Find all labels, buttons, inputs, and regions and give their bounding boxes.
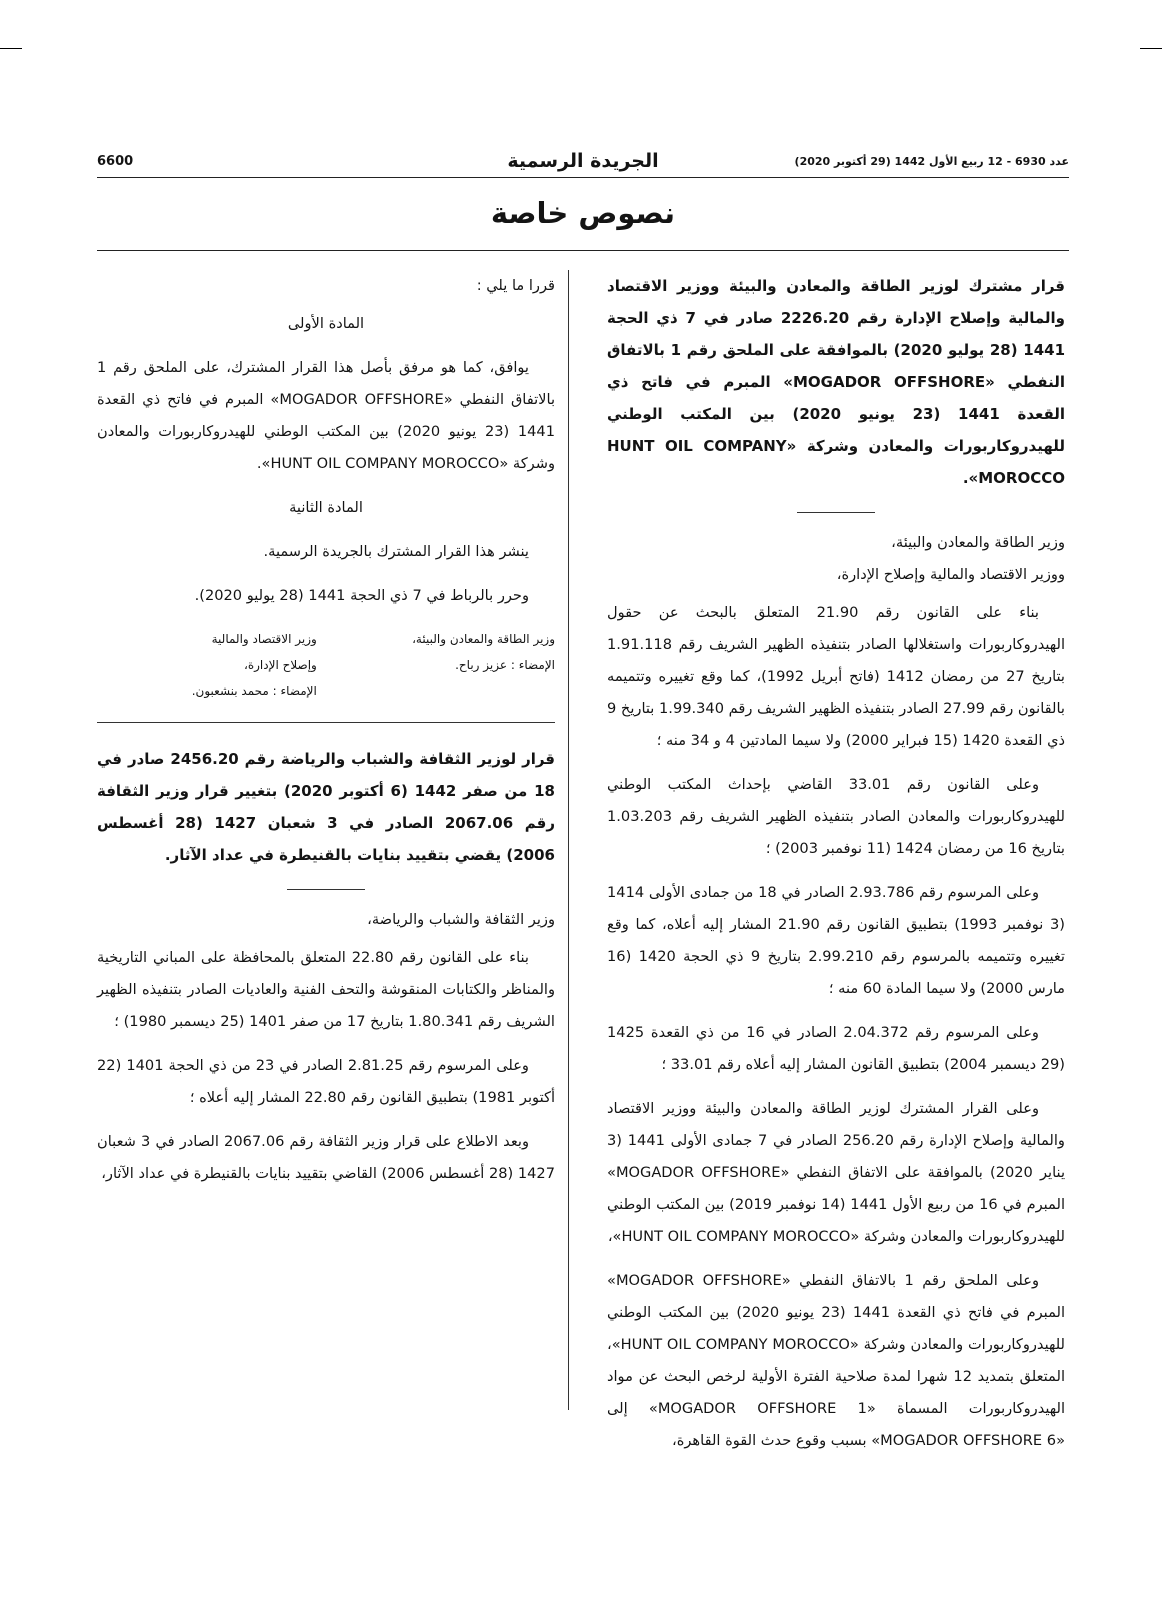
signature-finance-name: الإمضاء : محمد بنشعبون.	[191, 684, 317, 698]
preamble-paragraph: بناء على القانون رقم 21.90 المتعلق بالبحث عن حقول الهيدروكاربورات واستغلالها الصادر بتنفيذه الظهير الشريف رقم 1.91.118 بتاريخ 27 من رمضان 1412 (فاتح أبريل 1992)، كما وقع تغييره وتتميمه بالقانون رقم 27.99 الصادر بتنفيذه الظهير الشريف رقم 1.99.340 بتاريخ 9 ذي القعدة 1420 (15 فبراير 2000) ولا سيما المادتين 4 و 34 منه ؛	[606, 604, 1065, 749]
decision-title: قرار مشترك لوزير الطاقة والمعادن والبيئة ووزير الاقتصاد والمالية وإصلاح الإدارة رقم 2226.20 صادر في 7 ذي الحجة 1441 (28 يوليو 2020) بالموافقة على الملحق رقم 1 بالاتفاق النفطي «MOGADOR OFFSHORE» المبرم في فاتح ذي القعدة 1441 (23 يونيو 2020) بين المكتب الوطني للهيدروكاربورات والمعادن وشركة «HUNT OIL COMPANY MOROCCO».	[607, 277, 1066, 487]
signature-finance-title-2: وإصلاح الإدارة،	[243, 658, 317, 672]
right-column	[607, 270, 1065, 1469]
minister-culture: وزير الثقافة والشباب والرياضة،	[367, 911, 555, 928]
preamble-paragraph: بناء على القانون رقم 22.80 المتعلق بالمحافظة على المباني التاريخية والمناظر والكتابات المنقوشة والتحف الفنية والعاديات الصادر بتنفيذه الظهير الشريف رقم 1.80.341 بتاريخ 17 من صفر 1401 (25 ديسمبر 1980) ؛	[97, 949, 555, 1030]
page-header	[97, 150, 1069, 176]
minister-finance: ووزير الاقتصاد والمالية وإصلاح الإدارة،	[836, 566, 1065, 583]
preamble-paragraph: وعلى القانون رقم 33.01 القاضي بإحداث المكتب الوطني للهيدروكاربورات والمعادن الصادر بتنفيذه الظهير الشريف رقم 1.03.203 بتاريخ 16 من رمضان 1424 (11 نوفمبر 2003) ؛	[607, 776, 1065, 857]
preamble-paragraph: وعلى الملحق رقم 1 بالاتفاق النفطي «MOGADOR OFFSHORE» المبرم في فاتح ذي القعدة 1441 (23 يونيو 2020) بين المكتب الوطني للهيدروكاربورات والمعادن وشركة «HUNT OIL COMPANY MOROCCO»، المتعلق بتمديد 12 شهرا لمدة صلاحية الفترة الأولية لرخص البحث عن مواد الهيدروكاربورات المسماة «MOGADOR OFFSHORE 1» إلى «MOGADOR OFFSHORE 6» بسبب وقوع حدث القوة القاهرة،	[607, 1272, 1066, 1449]
signature-finance-title: وزير الاقتصاد والمالية	[211, 632, 317, 646]
page-number: 6600	[97, 154, 134, 169]
article-1-heading: المادة الأولى	[287, 315, 365, 332]
title-separator	[797, 512, 875, 513]
minister-energy: وزير الطاقة والمعادن والبيئة،	[891, 534, 1065, 551]
preamble-paragraph: وعلى المرسوم رقم 2.04.372 الصادر في 16 من ذي القعدة 1425 (29 ديسمبر 2004) بتطبيق القانون المشار إليه أعلاه رقم 33.01 ؛	[607, 1024, 1065, 1073]
done-at-text: وحرر بالرباط في 7 ذي الحجة 1441 (28 يوليو 2020).	[194, 587, 529, 604]
signatures-block	[97, 626, 555, 704]
crop-mark-top-right	[1140, 48, 1162, 49]
article-2-heading: المادة الثانية	[289, 499, 363, 516]
signature-energy-name: الإمضاء : عزيز رباح.	[455, 658, 555, 672]
signature-finance	[97, 626, 317, 704]
title-2-separator	[287, 889, 365, 890]
crop-mark-top-left	[0, 48, 22, 49]
issue-info: عدد 6930 - 12 ربيع الأول 1442 (29 أكتوبر 2020)	[794, 155, 1069, 168]
column-divider	[568, 270, 569, 1410]
section-rule	[97, 250, 1069, 251]
decision-separator	[97, 722, 555, 723]
signature-energy	[335, 626, 555, 704]
left-column	[97, 270, 555, 1202]
article-2-text: ينشر هذا القرار المشترك بالجريدة الرسمية.	[263, 543, 529, 560]
decision-2-title: قرار لوزير الثقافة والشباب والرياضة رقم 2456.20 صادر في 18 من صفر 1442 (6 أكتوبر 2020) بتغيير قرار وزير الثقافة رقم 2067.06 الصادر في 3 شعبان 1427 (28 أغسطس 2006) يقضي بتقييد بنايات بالقنيطرة في عداد الآثار.	[97, 750, 555, 864]
signature-energy-title: وزير الطاقة والمعادن والبيئة،	[412, 632, 555, 646]
decided-text: قررا ما يلي :	[476, 277, 555, 294]
preamble-paragraph: وعلى القرار المشترك لوزير الطاقة والمعادن والبيئة ووزير الاقتصاد والمالية وإصلاح الإدارة رقم 256.20 الصادر في 7 جمادى الأولى 1441 (3 يناير 2020) بالموافقة على الاتفاق النفطي «MOGADOR OFFSHORE» المبرم في 16 من ربيع الأول 1441 (14 نوفمبر 2019) بين المكتب الوطني للهيدروكاربورات والمعادن وشركة «HUNT OIL COMPANY MOROCCO»،	[607, 1100, 1066, 1245]
section-title: نصوص خاصة	[490, 196, 676, 230]
journal-title: الجريدة الرسمية	[507, 150, 659, 172]
article-1-text: يوافق، كما هو مرفق بأصل هذا القرار المشترك، على الملحق رقم 1 بالاتفاق النفطي «MOGADOR OFFSHORE» المبرم في فاتح ذي القعدة 1441 (23 يونيو 2020) بين المكتب الوطني للهيدروكاربورات والمعادن وشركة «HUNT OIL COMPANY MOROCCO».	[97, 359, 556, 472]
preamble-paragraph: وعلى المرسوم رقم 2.81.25 الصادر في 23 من ذي الحجة 1401 (22 أكتوبر 1981) بتطبيق القانون رقم 22.80 المشار إليه أعلاه ؛	[97, 1057, 555, 1106]
header-rule	[97, 177, 1069, 178]
preamble-paragraph: وعلى المرسوم رقم 2.93.786 الصادر في 18 من جمادى الأولى 1414 (3 نوفمبر 1993) بتطبيق القانون رقم 21.90 المشار إليه أعلاه، كما وقع تغييره وتتميمه بالمرسوم رقم 2.99.210 بتاريخ 9 ذي الحجة 1420 (16 مارس 2000) ولا سيما المادة 60 منه ؛	[607, 884, 1065, 997]
preamble-paragraph: وبعد الاطلاع على قرار وزير الثقافة رقم 2067.06 الصادر في 3 شعبان 1427 (28 أغسطس 2006) القاضي بتقييد بنايات بالقنيطرة في عداد الآثار،	[97, 1133, 555, 1182]
